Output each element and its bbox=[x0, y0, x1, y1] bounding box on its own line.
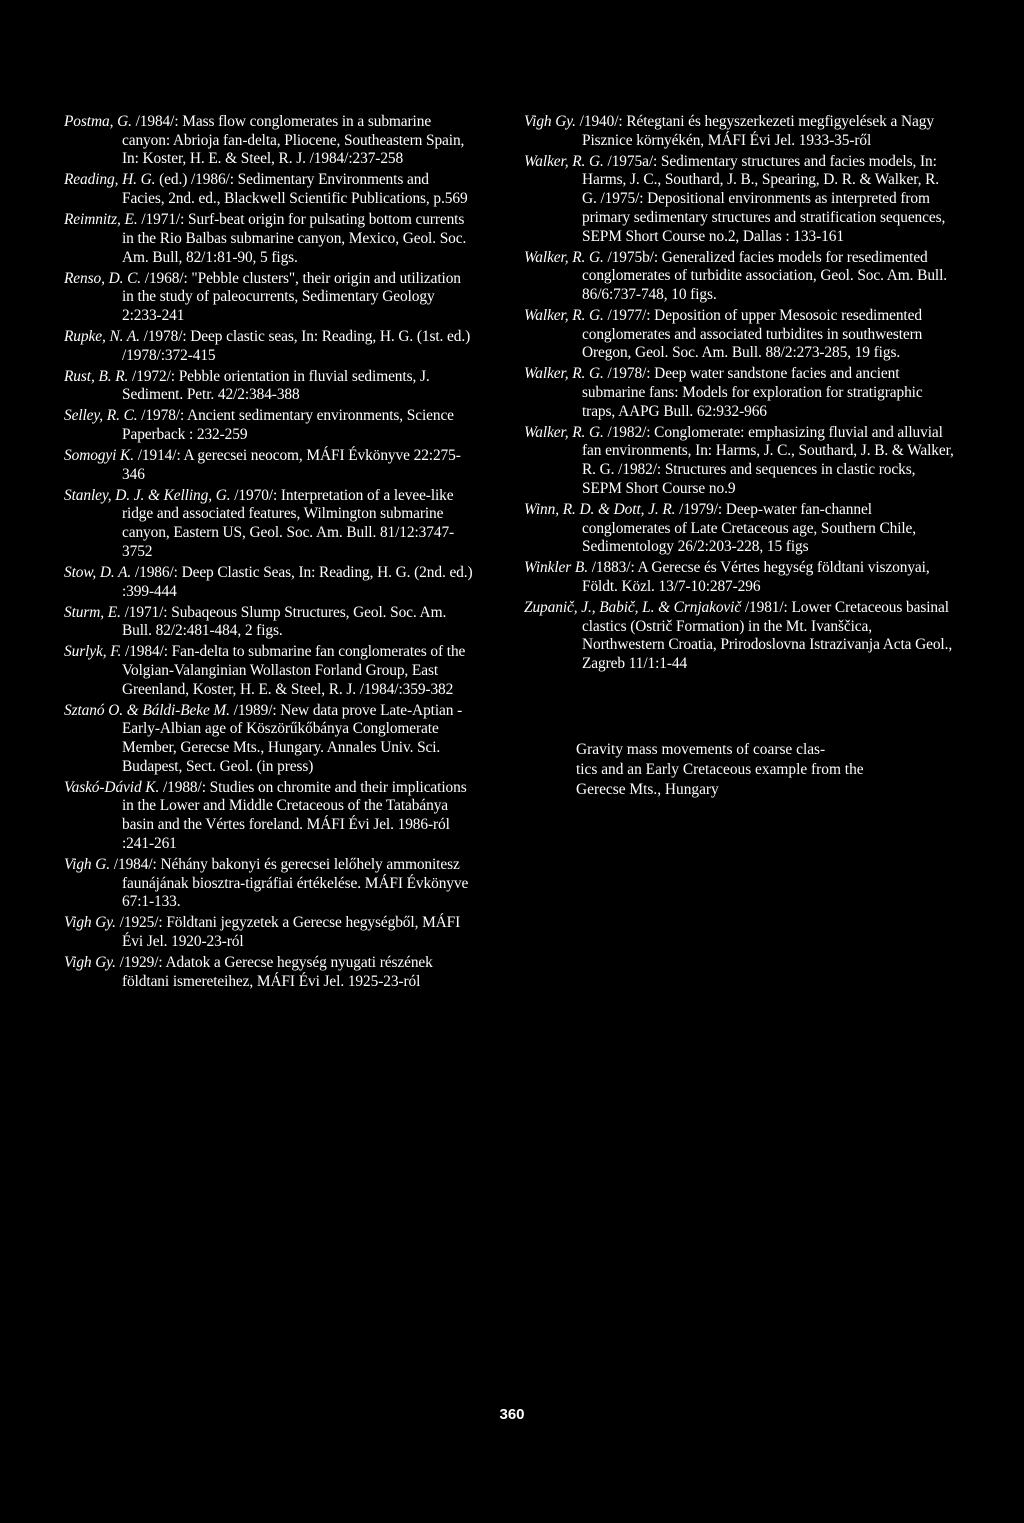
reference-author: Winkler B. bbox=[524, 559, 588, 577]
reference-text: /1977/: Deposition of upper Mesosoic resedimented conglomerates and associated turbidites in southwestern Oregon, Geol. Soc. Am. Bull. 88/2:273-285, 19 figs. bbox=[582, 306, 923, 362]
reference-text: /1984/: Fan-delta to submarine fan conglomerates of the Volgian-Valanginian Wollaston Forland Group, East Greenland, Koster, H. E. & Steel, R. J. /1984/:359-382 bbox=[121, 643, 466, 698]
reference-author: Stanley, D. J. & Kelling, G. bbox=[64, 486, 231, 504]
reference-text: /1989/: New data prove Late-Aptian -Early-Albian age of Köszörűkőbánya Conglomerate Member, Gerecse Mts., Hungary. Annales Univ. Sci. Budapest, Sect. Geol. (in press) bbox=[122, 701, 463, 775]
reference-author: Sztanó O. & Báldi-Beke M. bbox=[64, 701, 230, 719]
reference-text: /1978/: Ancient sedimentary environments, Science Paperback : 232-259 bbox=[122, 407, 454, 444]
reference-text: /1883/: A Gerecse és Vértes hegység földtani viszonyai, Földt. Közl. 13/7-10:287-296 bbox=[582, 559, 930, 595]
reference-text: /1914/: A gerecsei neocom, MÁFI Évkönyve 22:275-346 bbox=[122, 447, 461, 483]
reference-text: /1972/: Pebble orientation in fluvial sediments, J. Sediment. Petr. 42/2:384-388 bbox=[122, 367, 430, 404]
reference-entry bbox=[64, 779, 474, 854]
reference-entry bbox=[64, 328, 474, 365]
reference-text: /1929/: Adatok a Gerecse hegység nyugati részének földtani ismereteihez, MÁFI Évi Jel. 1925-23-ról bbox=[115, 953, 433, 990]
references-left-column bbox=[64, 113, 474, 994]
reference-entry bbox=[524, 365, 956, 421]
reference-author: Postma, G. bbox=[64, 113, 132, 130]
reference-author: Walker, R. G. bbox=[524, 365, 604, 383]
reference-text: /1984/: Mass flow conglomerates in a submarine canyon: Abrioja fan-delta, Pliocene, Southeastern Spain, In: Koster, H. E. & Steel, R. J. /1984/:237-258 bbox=[122, 113, 465, 168]
references-right-column bbox=[524, 113, 956, 676]
article-subtitle bbox=[576, 740, 976, 800]
reference-author: Sturm, E. bbox=[64, 603, 121, 621]
reference-entry bbox=[64, 407, 474, 444]
reference-entry bbox=[64, 447, 474, 484]
reference-author: Vigh Gy. bbox=[64, 914, 116, 932]
reference-entry bbox=[524, 153, 956, 247]
reference-author: Rupke, N. A. bbox=[64, 327, 140, 345]
reference-author: Zupanič, J., Babič, L. & Crnjakovič bbox=[524, 598, 742, 616]
reference-entry bbox=[524, 501, 956, 557]
reference-entry bbox=[524, 113, 956, 150]
reference-author: Vigh Gy. bbox=[64, 953, 116, 971]
reference-entry bbox=[524, 559, 956, 596]
reference-text: /1968/: "Pebble clusters", their origin and utilization in the study of paleocurrents, Sedimentary Geology 2:233-241 bbox=[122, 269, 461, 324]
reference-entry bbox=[64, 368, 474, 405]
reference-text: /1971/: Subaqeous Slump Structures, Geol. Soc. Am. Bull. 82/2:481-484, 2 figs. bbox=[120, 603, 447, 640]
subtitle-line-1: Gravity mass movements of coarse clas- bbox=[576, 741, 826, 758]
subtitle-line-3: Gerecse Mts., Hungary bbox=[576, 781, 719, 798]
reference-author: Walker, R. G. bbox=[524, 423, 604, 441]
reference-text: (ed.) /1986/: Sedimentary Environments and Facies, 2nd. ed., Blackwell Scientific Publications, p.569 bbox=[122, 171, 468, 208]
reference-entry bbox=[64, 270, 474, 326]
reference-entry bbox=[64, 211, 474, 267]
reference-text: /1979/: Deep-water fan-channel conglomerates of Late Cretaceous age, Southern Chile, Sedimentology 26/2:203-228, 15 figs bbox=[582, 500, 917, 556]
page-number: 360 bbox=[499, 1406, 525, 1423]
reference-text: /1988/: Studies on chromite and their implications in the Lower and Middle Cretaceous of the Tatabánya basin and the Vértes foreland. MÁFI Évi Jel. 1986-ról :241-261 bbox=[122, 778, 467, 852]
reference-author: Rust, B. R. bbox=[64, 367, 129, 385]
reference-text: /1978/: Deep water sandstone facies and ancient submarine fans: Models for exploration for stratigraphic traps, AAPG Bull. 62:932-966 bbox=[582, 365, 923, 420]
reference-author: Reimnitz, E. bbox=[64, 211, 138, 229]
reference-text: /1986/: Deep Clastic Seas, In: Reading, H. G. (2nd. ed.) :399-444 bbox=[122, 563, 473, 600]
reference-entry bbox=[64, 702, 474, 777]
reference-author: Vigh Gy. bbox=[524, 113, 576, 130]
reference-author: Surlyk, F. bbox=[64, 643, 122, 661]
reference-text: /1925/: Földtani jegyzetek a Gerecse hegységből, MÁFI Évi Jel. 1920-23-ról bbox=[115, 914, 461, 950]
reference-entry bbox=[524, 249, 956, 305]
reference-entry bbox=[64, 954, 474, 991]
reference-author: Winn, R. D. & Dott, J. R. bbox=[524, 500, 676, 518]
reference-entry bbox=[64, 564, 474, 601]
reference-entry bbox=[64, 914, 474, 951]
reference-text: /1984/: Néhány bakonyi és gerecsei lelőhely ammonitesz faunájának biosztra-tigráfiai értékelése. MÁFI Évkönyve 67:1-133. bbox=[110, 855, 469, 911]
reference-entry bbox=[524, 599, 956, 674]
reference-text: /1982/: Conglomerate: emphasizing fluvial and alluvial fan environments, In: Harms, J. C., Southard, J. B. & Walker, R. G. /1982/: Structures and sequences in clastic rocks, SEPM Short Course no.9 bbox=[582, 423, 954, 497]
reference-author: Walker, R. G. bbox=[524, 248, 604, 266]
reference-text: /1981/: Lower Cretaceous basinal clastics (Ostrič Formation) in the Mt. Ivanščica, Northwestern Croatia, Prirodoslovna Istrazivanja Acta Geol., Zagreb 11/1:1-44 bbox=[582, 598, 953, 673]
reference-entry bbox=[64, 113, 474, 169]
reference-text: /1975b/: Generalized facies models for resedimented conglomerates of turbidite association, Geol. Soc. Am. Bull. 86/6:737-748, 10 figs. bbox=[582, 248, 948, 303]
reference-author: Vigh G. bbox=[64, 855, 111, 873]
reference-author: Walker, R. G. bbox=[524, 306, 604, 324]
reference-entry bbox=[64, 856, 474, 912]
reference-text: /1971/: Surf-beat origin for pulsating bottom currents in the Rio Balbas submarine canyon, Mexico, Geol. Soc. Am. Bull, 82/1:81-90, 5 figs. bbox=[122, 211, 467, 266]
reference-author: Somogyi K. bbox=[64, 447, 134, 465]
reference-entry bbox=[64, 171, 474, 208]
reference-entry bbox=[524, 307, 956, 363]
reference-author: Vaskó-Dávid K. bbox=[64, 778, 160, 796]
subtitle-line-2: tics and an Early Cretaceous example from the bbox=[576, 761, 864, 778]
reference-entry bbox=[64, 487, 474, 562]
reference-text: /1970/: Interpretation of a levee-like ridge and associated features, Wilmington submarine canyon, Eastern US, Geol. Soc. Am. Bull. 81/12:3747-3752 bbox=[122, 486, 455, 560]
reference-author: Reading, H. G. bbox=[64, 171, 156, 189]
reference-entry bbox=[64, 643, 474, 699]
reference-text: /1975a/: Sedimentary structures and facies models, In: Harms, J. C., Southard, J. B., Spearing, D. R. & Walker, R. G. /1975/: Depositional environments as interpreted from primary sedimentary structures and stratification sequences, SEPM Short Course no.2, Dallas : 133-161 bbox=[582, 152, 946, 245]
reference-entry bbox=[524, 424, 956, 499]
reference-text: /1978/: Deep clastic seas, In: Reading, H. G. (1st. ed.) /1978/:372-415 bbox=[122, 327, 471, 364]
reference-text: /1940/: Rétegtani és hegyszerkezeti megfigyelések a Nagy Pisznice környékén, MÁFI Évi Jel. 1933-35-ről bbox=[575, 113, 934, 149]
reference-author: Selley, R. C. bbox=[64, 407, 138, 425]
reference-author: Walker, R. G. bbox=[524, 152, 604, 170]
reference-entry bbox=[64, 604, 474, 641]
reference-author: Renso, D. C. bbox=[64, 269, 142, 287]
reference-author: Stow, D. A. bbox=[64, 563, 132, 581]
